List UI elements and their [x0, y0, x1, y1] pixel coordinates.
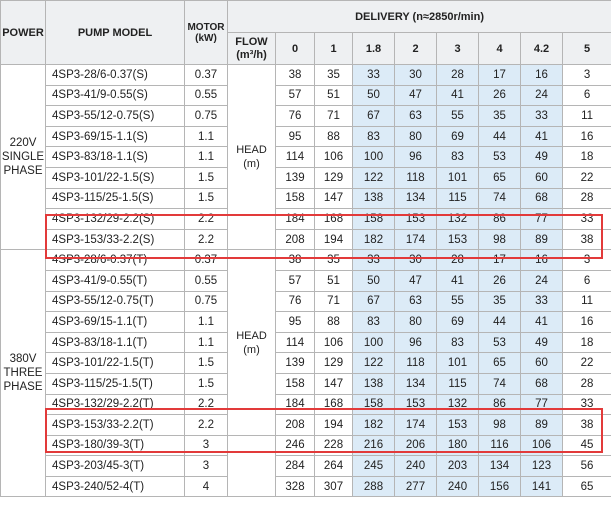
table-row [1, 373, 611, 394]
head-value-cell: 57 [276, 270, 315, 291]
head-label-cell [228, 250, 276, 435]
head-value-cell: 67 [353, 106, 395, 127]
head-value-cell: 53 [479, 332, 521, 353]
head-value-cell: 33 [353, 250, 395, 271]
head-value-cell: 153 [395, 209, 437, 230]
head-value-cell: 288 [353, 476, 395, 497]
head-value-cell: 65 [479, 353, 521, 374]
head-value-cell: 30 [395, 250, 437, 271]
head-value-cell: 35 [479, 106, 521, 127]
motor-cell: 1.5 [185, 188, 228, 209]
power-group-cell [1, 65, 46, 250]
head-value-cell: 16 [521, 250, 563, 271]
table-row [1, 209, 611, 230]
pump-model-cell: 4SP3-69/15-1.1(T) [46, 312, 185, 333]
head-value-cell: 49 [521, 147, 563, 168]
head-value-cell: 106 [315, 332, 353, 353]
head-value-cell: 147 [315, 188, 353, 209]
head-value-cell: 35 [315, 250, 353, 271]
head-value-cell: 153 [395, 394, 437, 415]
head-value-cell: 38 [563, 415, 611, 436]
head-value-cell: 28 [563, 188, 611, 209]
head-value-cell: 216 [353, 435, 395, 456]
head-value-cell: 76 [276, 291, 315, 312]
flow-header-label: FLOW [235, 35, 268, 48]
head-value-cell: 96 [395, 332, 437, 353]
motor-cell: 1.1 [185, 126, 228, 147]
head-value-cell: 228 [315, 435, 353, 456]
table-row [1, 476, 611, 497]
motor-cell: 2.2 [185, 415, 228, 436]
head-value-cell: 33 [521, 291, 563, 312]
table-row [1, 435, 611, 456]
head-value-cell: 184 [276, 209, 315, 230]
head-value-cell: 132 [437, 394, 479, 415]
head-value-cell: 101 [437, 167, 479, 188]
head-value-cell: 88 [315, 312, 353, 333]
head-value-cell: 76 [276, 106, 315, 127]
pump-model-cell: 4SP3-41/9-0.55(T) [46, 270, 185, 291]
pump-model-cell: 4SP3-180/39-3(T) [46, 435, 185, 456]
head-value-cell: 89 [521, 415, 563, 436]
table-row [1, 106, 611, 127]
head-value-cell: 65 [563, 476, 611, 497]
pump-model-cell: 4SP3-132/29-2.2(T) [46, 394, 185, 415]
head-value-cell: 158 [353, 394, 395, 415]
head-value-cell: 65 [479, 167, 521, 188]
pump-model-cell: 4SP3-83/18-1.1(S) [46, 147, 185, 168]
power-group-label: SINGLE [1, 151, 45, 164]
head-value-cell: 206 [395, 435, 437, 456]
head-value-cell: 284 [276, 456, 315, 477]
head-value-cell: 95 [276, 312, 315, 333]
head-value-cell: 38 [276, 65, 315, 86]
head-value-cell: 240 [395, 456, 437, 477]
head-value-cell: 22 [563, 167, 611, 188]
motor-cell: 1.5 [185, 353, 228, 374]
head-value-cell: 11 [563, 106, 611, 127]
head-value-cell: 77 [521, 394, 563, 415]
head-value-cell: 89 [521, 229, 563, 250]
head-value-cell: 182 [353, 229, 395, 250]
head-value-cell: 49 [521, 332, 563, 353]
flow-value-header: 1 [315, 33, 353, 65]
head-value-cell: 100 [353, 332, 395, 353]
head-value-cell: 16 [521, 65, 563, 86]
pump-model-cell: 4SP3-203/45-3(T) [46, 456, 185, 477]
pump-model-cell: 4SP3-101/22-1.5(S) [46, 167, 185, 188]
head-value-cell: 3 [563, 65, 611, 86]
head-value-cell: 194 [315, 415, 353, 436]
head-label-text: (m) [243, 158, 260, 171]
head-value-cell: 114 [276, 147, 315, 168]
table-row [1, 147, 611, 168]
head-value-cell: 277 [395, 476, 437, 497]
head-value-cell: 33 [521, 106, 563, 127]
head-value-cell: 153 [437, 415, 479, 436]
head-value-cell: 16 [563, 126, 611, 147]
head-value-cell: 26 [479, 270, 521, 291]
head-value-cell: 71 [315, 106, 353, 127]
pump-model-cell: 4SP3-69/15-1.1(S) [46, 126, 185, 147]
power-group-label: PHASE [3, 381, 43, 394]
motor-cell: 0.75 [185, 291, 228, 312]
head-value-cell: 63 [395, 106, 437, 127]
head-value-cell: 122 [353, 167, 395, 188]
head-value-cell: 134 [395, 188, 437, 209]
head-value-cell: 129 [315, 353, 353, 374]
head-label-text: HEAD [236, 144, 267, 157]
head-value-cell: 26 [479, 85, 521, 106]
motor-cell: 1.5 [185, 373, 228, 394]
head-value-cell: 45 [563, 435, 611, 456]
pump-model-cell: 4SP3-153/33-2.2(T) [46, 415, 185, 436]
head-value-cell: 83 [437, 147, 479, 168]
power-group-label: THREE [3, 367, 43, 380]
head-value-cell: 180 [437, 435, 479, 456]
head-value-cell: 203 [437, 456, 479, 477]
head-value-cell: 182 [353, 415, 395, 436]
flow-header-unit: (m³/h) [236, 48, 267, 61]
head-value-cell: 132 [437, 209, 479, 230]
pump-model-header: PUMP MODEL [46, 1, 185, 65]
head-value-cell: 194 [315, 229, 353, 250]
head-value-cell: 86 [479, 209, 521, 230]
head-value-cell: 41 [437, 270, 479, 291]
motor-cell: 2.2 [185, 394, 228, 415]
head-value-cell: 96 [395, 147, 437, 168]
head-value-cell: 33 [353, 65, 395, 86]
pump-model-cell: 4SP3-101/22-1.5(T) [46, 353, 185, 374]
head-value-cell: 153 [437, 229, 479, 250]
motor-cell: 1.5 [185, 167, 228, 188]
motor-header-unit: (kW) [195, 32, 217, 44]
head-value-cell: 208 [276, 415, 315, 436]
power-group-cell [1, 250, 46, 497]
head-value-cell: 33 [563, 209, 611, 230]
motor-cell: 2.2 [185, 209, 228, 230]
head-value-cell: 307 [315, 476, 353, 497]
head-value-cell: 67 [353, 291, 395, 312]
head-value-cell: 240 [437, 476, 479, 497]
table-row [1, 353, 611, 374]
head-value-cell: 50 [353, 270, 395, 291]
head-value-cell: 28 [437, 250, 479, 271]
head-value-cell: 134 [395, 373, 437, 394]
motor-cell: 3 [185, 435, 228, 456]
pump-model-cell: 4SP3-41/9-0.55(S) [46, 85, 185, 106]
table-row [1, 394, 611, 415]
head-value-cell: 86 [479, 394, 521, 415]
pump-model-cell: 4SP3-83/18-1.1(T) [46, 332, 185, 353]
power-group-label: PHASE [3, 165, 43, 178]
head-value-cell: 98 [479, 229, 521, 250]
head-value-cell: 24 [521, 270, 563, 291]
head-value-cell: 168 [315, 209, 353, 230]
head-value-cell: 129 [315, 167, 353, 188]
flow-value-header: 0 [276, 33, 315, 65]
head-value-cell: 98 [479, 415, 521, 436]
head-value-cell: 38 [563, 229, 611, 250]
flow-value-header: 4 [479, 33, 521, 65]
head-value-cell: 246 [276, 435, 315, 456]
head-value-cell: 80 [395, 126, 437, 147]
pump-model-cell: 4SP3-55/12-0.75(T) [46, 291, 185, 312]
motor-cell: 0.75 [185, 106, 228, 127]
head-value-cell: 47 [395, 85, 437, 106]
head-value-cell: 63 [395, 291, 437, 312]
motor-cell: 4 [185, 476, 228, 497]
head-value-cell: 184 [276, 394, 315, 415]
table-row [1, 456, 611, 477]
head-value-cell: 83 [353, 312, 395, 333]
power-group-label: 380V [9, 353, 37, 366]
head-value-cell: 118 [395, 167, 437, 188]
head-value-cell: 74 [479, 373, 521, 394]
table-row [1, 126, 611, 147]
head-value-cell: 57 [276, 85, 315, 106]
table-row [1, 188, 611, 209]
head-value-cell: 264 [315, 456, 353, 477]
head-value-cell: 158 [276, 188, 315, 209]
power-group-label: 220V [9, 137, 37, 150]
head-label-text: (m) [243, 343, 260, 356]
head-value-cell: 35 [315, 65, 353, 86]
head-value-cell: 147 [315, 373, 353, 394]
head-value-cell: 17 [479, 250, 521, 271]
head-value-cell: 44 [479, 126, 521, 147]
head-value-cell: 245 [353, 456, 395, 477]
flow-value-header: 2 [395, 33, 437, 65]
head-value-cell: 30 [395, 65, 437, 86]
pump-model-cell: 4SP3-55/12-0.75(S) [46, 106, 185, 127]
head-value-cell: 138 [353, 373, 395, 394]
head-value-cell: 55 [437, 106, 479, 127]
head-value-cell: 208 [276, 229, 315, 250]
pump-model-cell: 4SP3-240/52-4(T) [46, 476, 185, 497]
head-label-continuation-cell [228, 435, 276, 497]
head-value-cell: 68 [521, 188, 563, 209]
head-value-cell: 168 [315, 394, 353, 415]
head-value-cell: 18 [563, 147, 611, 168]
flow-value-header: 3 [437, 33, 479, 65]
motor-cell: 2.2 [185, 229, 228, 250]
head-value-cell: 174 [395, 229, 437, 250]
head-value-cell: 106 [521, 435, 563, 456]
pump-model-cell: 4SP3-28/6-0.37(S) [46, 65, 185, 86]
head-value-cell: 71 [315, 291, 353, 312]
head-value-cell: 28 [437, 65, 479, 86]
head-value-cell: 18 [563, 332, 611, 353]
table-row [1, 85, 611, 106]
head-value-cell: 60 [521, 353, 563, 374]
head-value-cell: 74 [479, 188, 521, 209]
head-value-cell: 158 [276, 373, 315, 394]
head-value-cell: 24 [521, 85, 563, 106]
head-value-cell: 100 [353, 147, 395, 168]
head-value-cell: 83 [353, 126, 395, 147]
table-row [1, 291, 611, 312]
flow-value-header: 4.2 [521, 33, 563, 65]
head-value-cell: 6 [563, 270, 611, 291]
head-value-cell: 95 [276, 126, 315, 147]
motor-cell: 0.55 [185, 270, 228, 291]
table-row [1, 65, 611, 86]
pump-model-cell: 4SP3-115/25-1.5(S) [46, 188, 185, 209]
motor-cell: 1.1 [185, 332, 228, 353]
head-value-cell: 106 [315, 147, 353, 168]
head-value-cell: 47 [395, 270, 437, 291]
motor-header-label: MOTOR [187, 21, 225, 33]
head-label-cell [228, 65, 276, 250]
head-value-cell: 33 [563, 394, 611, 415]
head-value-cell: 174 [395, 415, 437, 436]
head-value-cell: 41 [521, 312, 563, 333]
motor-cell: 3 [185, 456, 228, 477]
head-value-cell: 115 [437, 373, 479, 394]
head-value-cell: 115 [437, 188, 479, 209]
head-value-cell: 118 [395, 353, 437, 374]
table-row [1, 167, 611, 188]
delivery-header: DELIVERY (n≈2850r/min) [228, 1, 611, 33]
head-value-cell: 134 [479, 456, 521, 477]
motor-cell: 0.37 [185, 250, 228, 271]
head-value-cell: 122 [353, 353, 395, 374]
head-value-cell: 44 [479, 312, 521, 333]
head-value-cell: 69 [437, 126, 479, 147]
head-value-cell: 51 [315, 270, 353, 291]
head-value-cell: 38 [276, 250, 315, 271]
head-label-text: HEAD [236, 329, 267, 342]
head-value-cell: 158 [353, 209, 395, 230]
table-row [1, 270, 611, 291]
head-value-cell: 328 [276, 476, 315, 497]
table-row [1, 312, 611, 333]
head-value-cell: 116 [479, 435, 521, 456]
motor-cell: 0.55 [185, 85, 228, 106]
head-value-cell: 11 [563, 291, 611, 312]
head-value-cell: 101 [437, 353, 479, 374]
head-value-cell: 50 [353, 85, 395, 106]
pump-model-cell: 4SP3-28/6-0.37(T) [46, 250, 185, 271]
flow-value-header: 1.8 [353, 33, 395, 65]
pump-model-cell: 4SP3-153/33-2.2(S) [46, 229, 185, 250]
table-row [1, 415, 611, 436]
head-value-cell: 3 [563, 250, 611, 271]
head-value-cell: 123 [521, 456, 563, 477]
flow-header [228, 33, 276, 65]
power-header: POWER [1, 1, 46, 65]
head-value-cell: 53 [479, 147, 521, 168]
head-value-cell: 41 [437, 85, 479, 106]
head-value-cell: 28 [563, 373, 611, 394]
table-row [1, 332, 611, 353]
table-body [1, 65, 611, 497]
pump-model-cell: 4SP3-132/29-2.2(S) [46, 209, 185, 230]
head-value-cell: 139 [276, 353, 315, 374]
head-value-cell: 55 [437, 291, 479, 312]
motor-cell: 1.1 [185, 147, 228, 168]
head-value-cell: 41 [521, 126, 563, 147]
head-value-cell: 139 [276, 167, 315, 188]
head-value-cell: 77 [521, 209, 563, 230]
head-value-cell: 138 [353, 188, 395, 209]
head-value-cell: 17 [479, 65, 521, 86]
head-value-cell: 156 [479, 476, 521, 497]
head-value-cell: 60 [521, 167, 563, 188]
head-value-cell: 69 [437, 312, 479, 333]
head-value-cell: 51 [315, 85, 353, 106]
head-value-cell: 141 [521, 476, 563, 497]
pump-model-cell: 4SP3-115/25-1.5(T) [46, 373, 185, 394]
head-value-cell: 35 [479, 291, 521, 312]
head-value-cell: 68 [521, 373, 563, 394]
head-value-cell: 22 [563, 353, 611, 374]
flow-value-header: 5 [563, 33, 611, 65]
motor-cell: 1.1 [185, 312, 228, 333]
head-value-cell: 83 [437, 332, 479, 353]
head-value-cell: 114 [276, 332, 315, 353]
table-row [1, 250, 611, 271]
motor-cell: 0.37 [185, 65, 228, 86]
head-value-cell: 80 [395, 312, 437, 333]
table-row [1, 229, 611, 250]
motor-header [185, 1, 228, 65]
head-value-cell: 56 [563, 456, 611, 477]
head-value-cell: 16 [563, 312, 611, 333]
head-value-cell: 6 [563, 85, 611, 106]
head-value-cell: 88 [315, 126, 353, 147]
